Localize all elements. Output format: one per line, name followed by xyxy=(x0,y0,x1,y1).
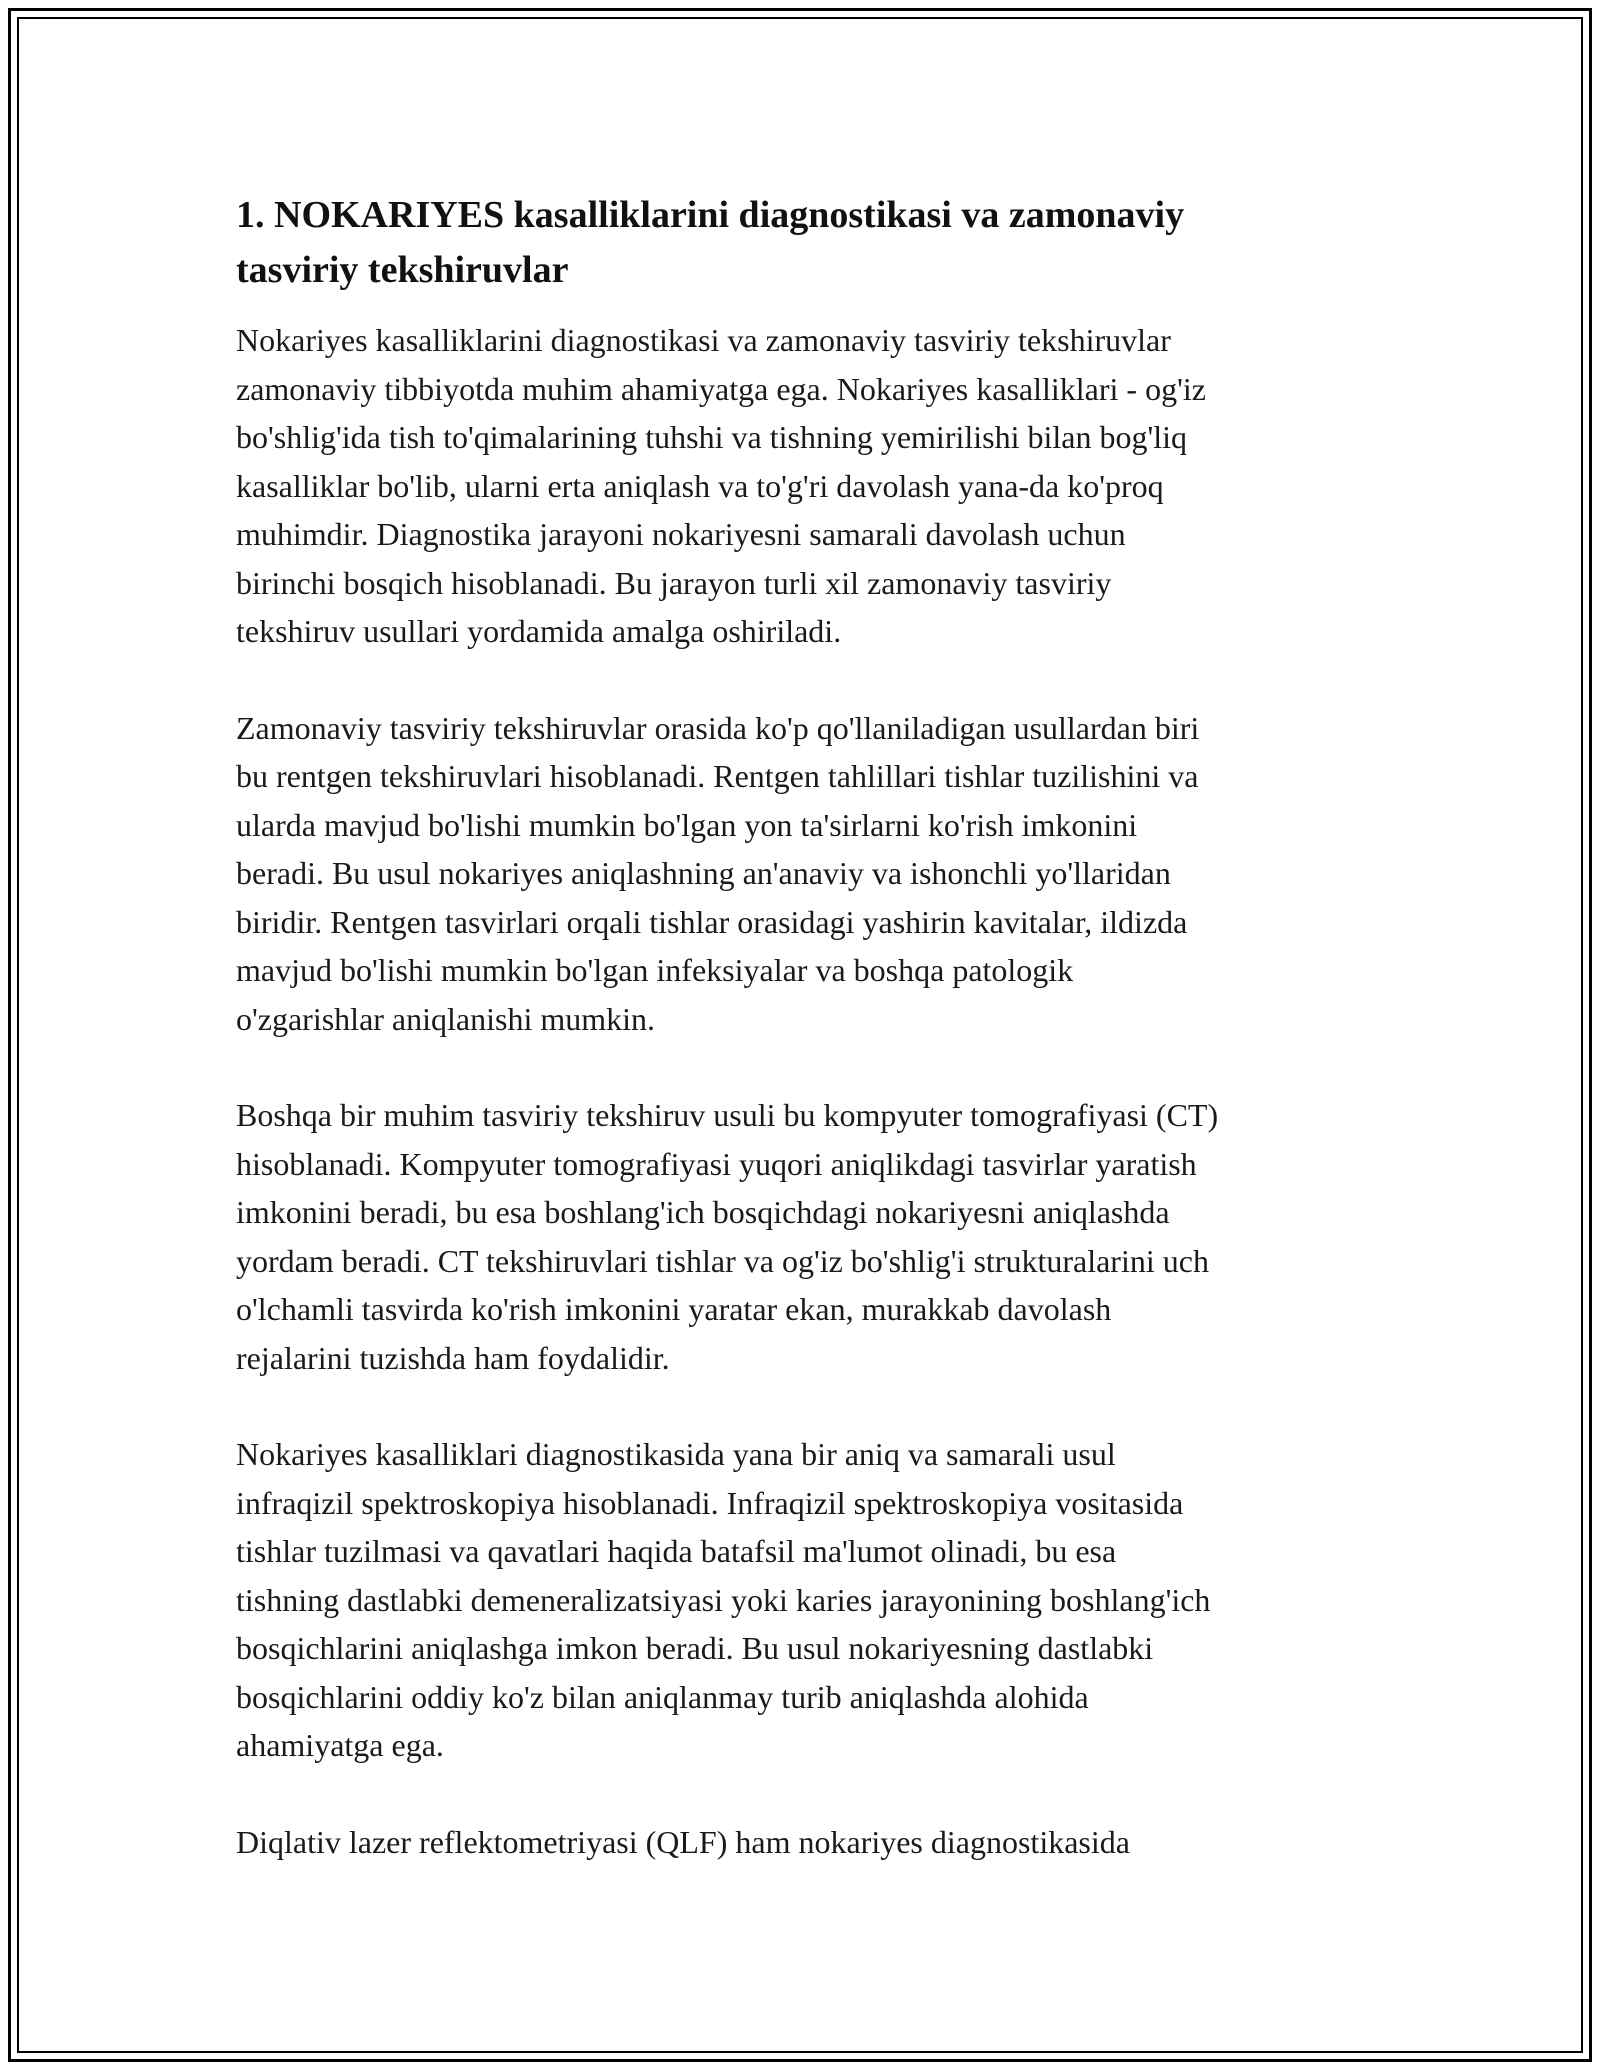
paragraph-infrared xyxy=(236,1430,1366,1770)
paragraph-xray xyxy=(236,704,1366,1044)
text-line: Diqlativ lazer reflektometriyasi (QLF) ham nokariyes diagnostikasida xyxy=(236,1823,1130,1860)
text-line: yordam beradi. CT tekshiruvlari tishlar va og'iz bo'shlig'i strukturalarini uch xyxy=(236,1242,1209,1279)
text-line: o'zgarishlar aniqlanishi mumkin. xyxy=(236,1000,656,1037)
text-line: imkonini beradi, bu esa boshlang'ich bosqichdagi nokariyesni aniqlashda xyxy=(236,1194,1170,1230)
text-line: mavjud bo'lishi mumkin bo'lgan infeksiyalar va boshqa patologik xyxy=(236,952,1074,988)
text-line: infraqizil spektroskopiya hisoblanadi. Infraqizil spektroskopiya vositasida xyxy=(236,1484,1184,1521)
text-line: zamonaviy tibbiyotda muhim ahamiyatga ega. Nokariyes kasalliklari - og'iz xyxy=(236,370,1206,407)
text-line: Boshqa bir muhim tasviriy tekshiruv usuli bu kompyuter tomografiyasi (CT) xyxy=(236,1097,1219,1133)
text-line: bu rentgen tekshiruvlari hisoblanadi. Rentgen tahlillari tishlar tuzilishini va xyxy=(236,758,1199,794)
text-line: rejalarini tuzishda ham foydalidir. xyxy=(236,1339,670,1376)
text-line: biridir. Rentgen tasvirlari orqali tishlar orasidagi yashirin kavitalar, ildizda xyxy=(236,903,1188,940)
text-line: bosqichlarini aniqlashga imkon beradi. Bu usul nokariyesning dastlabki xyxy=(236,1630,1154,1666)
text-line: Zamonaviy tasviriy tekshiruvlar orasida ko'p qo'llaniladigan usullardan biri xyxy=(236,709,1200,746)
text-line: kasalliklar bo'lib, ularni erta aniqlash va to'g'ri davolash yana-da ko'proq xyxy=(236,467,1164,504)
text-line: muhimdir. Diagnostika jarayoni nokariyesni samarali davolash uchun xyxy=(236,516,1126,552)
text-line: ahamiyatga ega. xyxy=(236,1727,444,1763)
document-title xyxy=(236,188,1366,298)
text-line: tekshiruv usullari yordamida amalga oshiriladi. xyxy=(236,613,842,649)
paragraph-intro xyxy=(236,316,1366,656)
text-line: tishning dastlabki demeneralizatsiyasi yoki karies jarayonining boshlang'ich xyxy=(236,1581,1211,1618)
paragraph-ct xyxy=(236,1091,1366,1382)
text-line: bo'shlig'ida tish to'qimalarining tuhshi va tishning yemirilishi bilan bog'liq xyxy=(236,419,1188,455)
title-line: 1. NOKARIYES kasalliklarini diagnostikasi va zamonaviy xyxy=(236,194,1185,236)
text-line: beradi. Bu usul nokariyes aniqlashning an'anaviy va ishonchli yo'llaridan xyxy=(236,855,1171,891)
text-line: bosqichlarini oddiy ko'z bilan aniqlanmay turib aniqlashda alohida xyxy=(236,1678,1089,1715)
text-line: tishlar tuzilmasi va qavatlari haqida batafsil ma'lumot olinadi, bu esa xyxy=(236,1533,1117,1569)
text-line: o'lchamli tasvirda ko'rish imkonini yaratar ekan, murakkab davolash xyxy=(236,1291,1112,1327)
text-line: ularda mavjud bo'lishi mumkin bo'lgan yon ta'sirlarni ko'rish imkonini xyxy=(236,806,1138,843)
text-line: birinchi bosqich hisoblanadi. Bu jarayon turli xil zamonaviy tasviriy xyxy=(236,564,1112,601)
text-line: hisoblanadi. Kompyuter tomografiyasi yuqori aniqlikdagi tasvirlar yaratish xyxy=(236,1145,1197,1182)
text-line: Nokariyes kasalliklarini diagnostikasi va zamonaviy tasviriy tekshiruvlar xyxy=(236,322,1171,358)
title-line: tasviriy tekshiruvlar xyxy=(236,249,569,291)
document-body xyxy=(236,188,1366,1914)
paragraph-qlf xyxy=(236,1818,1366,1867)
text-line: Nokariyes kasalliklari diagnostikasida yana bir aniq va samarali usul xyxy=(236,1436,1116,1472)
